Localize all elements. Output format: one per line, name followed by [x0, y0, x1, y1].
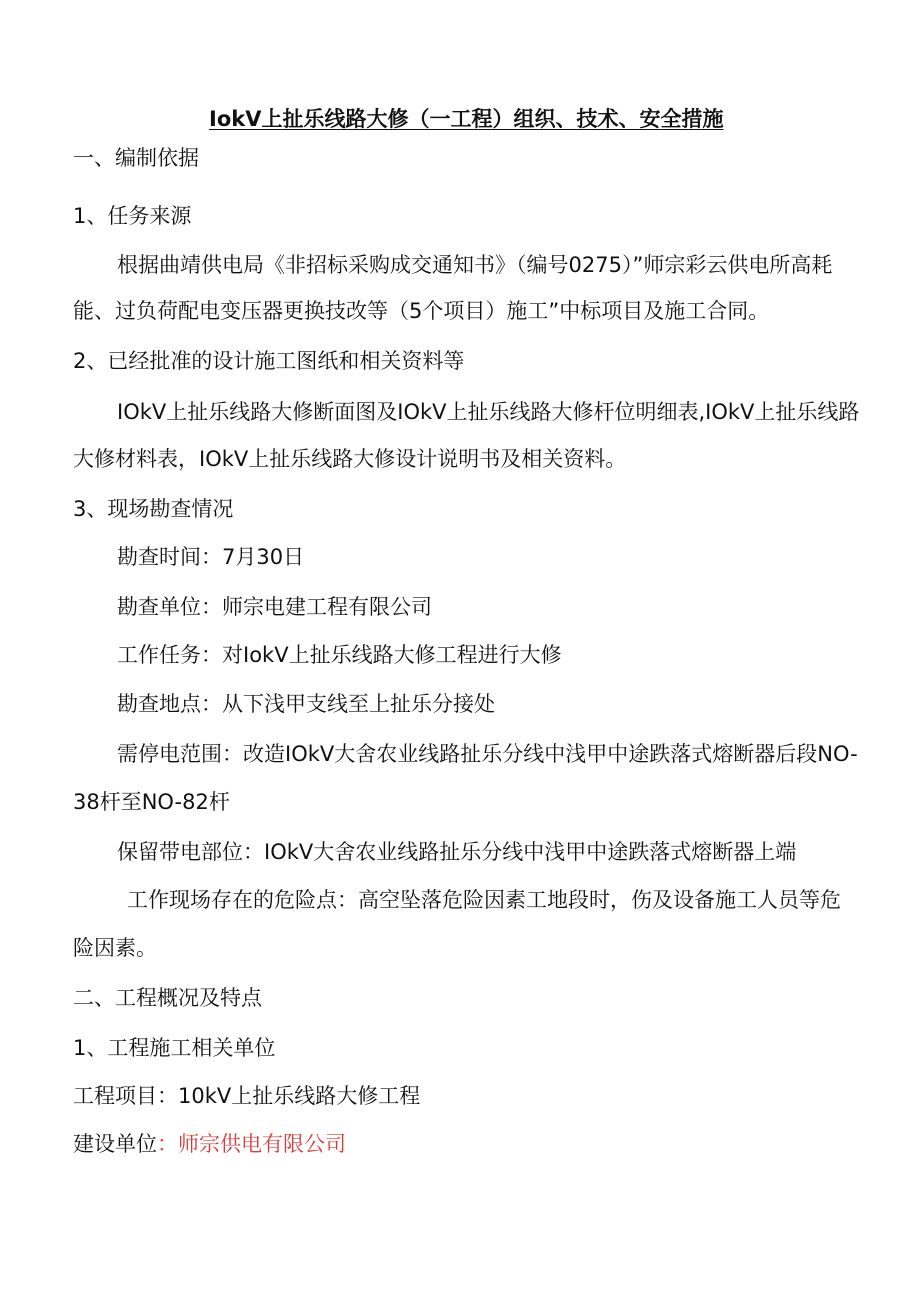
survey-unit: 勘查单位：师宗电建工程有限公司 [117, 595, 432, 619]
subheading-related-units: 1、工程施工相关单位 [73, 1036, 276, 1060]
builder-colon: ： [157, 1132, 178, 1156]
outage-range-line1: 需停电范围：改造IOkV大舍农业线路扯乐分线中浅甲中途跌落式熔断器后段NO- [117, 742, 858, 766]
subheading-task-source: 1、任务来源 [73, 204, 192, 228]
document-title: IokV上扯乐线路大修（一工程）组织、技术、安全措施 [209, 107, 724, 131]
survey-time: 勘查时间：7月30日 [117, 545, 305, 569]
section-heading-basis: 一、编制依据 [73, 146, 199, 170]
task-source-paragraph-line2: 能、过负荷配电变压器更换技改等（5个项目）施工”中标项目及施工合同。 [73, 299, 770, 323]
survey-task: 工作任务：对IokV上扯乐线路大修工程进行大修 [117, 643, 562, 667]
live-parts: 保留带电部位：IOkV大舍农业线路扯乐分线中浅甲中途跌落式熔断器上端 [117, 840, 797, 864]
outage-range-line2: 38杆至NO-82杆 [73, 790, 230, 814]
builder-value: 师宗供电有限公司 [178, 1132, 346, 1156]
hazard-line2: 险因素。 [73, 936, 157, 960]
project-name: 工程项目：10kV上扯乐线路大修工程 [73, 1084, 421, 1108]
subheading-site-survey: 3、现场勘查情况 [73, 497, 234, 521]
builder-line [73, 1130, 346, 1158]
section-heading-overview: 二、工程概况及特点 [73, 986, 262, 1010]
drawings-paragraph-line1: IOkV上扯乐线路大修断面图及IOkV上扯乐线路大修杆位明细表,IOkV上扯乐线路 [117, 400, 860, 424]
task-source-paragraph-line1: 根据曲靖供电局《非招标采购成交通知书》（编号0275）”师宗彩云供电所高耗 [117, 253, 833, 277]
survey-place: 勘查地点：从下浅甲支线至上扯乐分接处 [117, 692, 495, 716]
subheading-approved-drawings: 2、已经批准的设计施工图纸和相关资料等 [73, 349, 465, 373]
drawings-paragraph-line2: 大修材料表，IOkV上扯乐线路大修设计说明书及相关资料。 [73, 447, 627, 471]
builder-label: 建设单位 [73, 1132, 157, 1156]
hazard-line1: 工作现场存在的危险点：高空坠落危险因素工地段时，伤及设备施工人员等危 [127, 888, 841, 912]
